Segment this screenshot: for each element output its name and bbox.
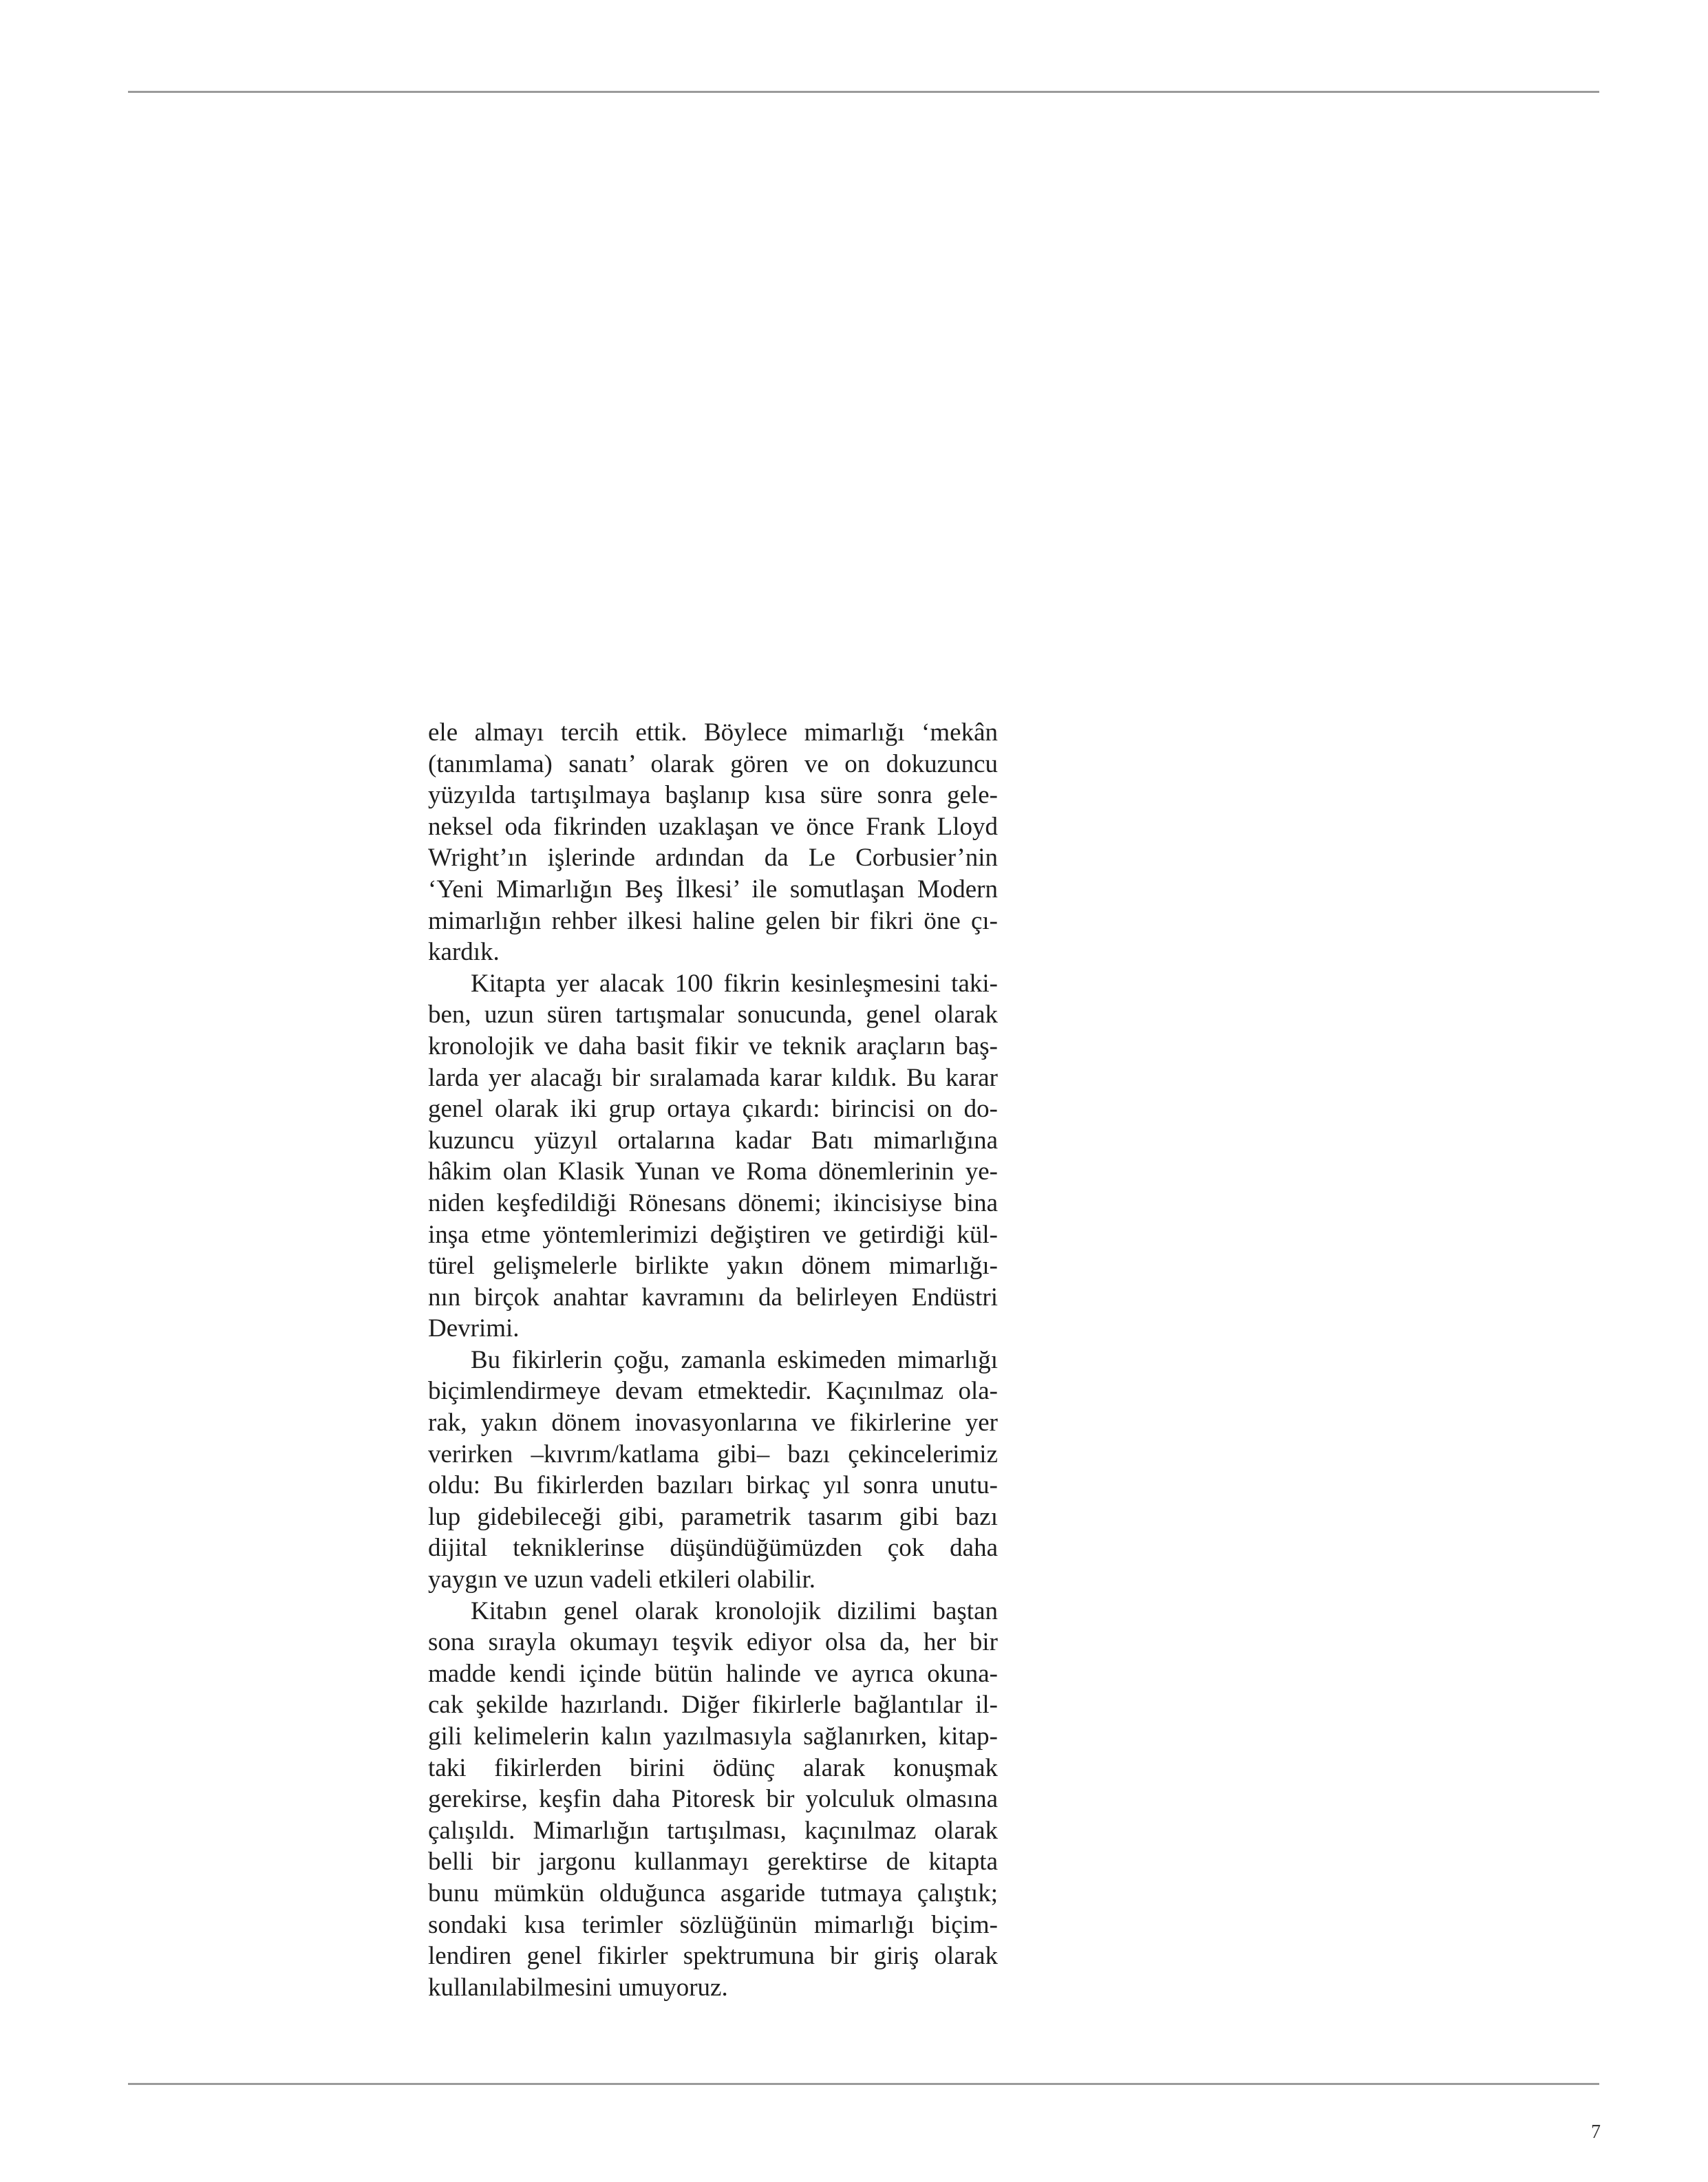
text-line: inşa etme yöntemlerimizi değiştiren ve getirdiği kül- — [428, 1220, 998, 1249]
paragraph — [428, 717, 998, 968]
text-line: mimarlığın rehber ilkesi haline gelen bir fikri öne çı- — [428, 906, 998, 935]
top-rule — [128, 91, 1599, 93]
text-line: gerekirse, keşfin daha Pitoresk bir yolculuk olmasına — [428, 1785, 998, 1814]
text-line: genel olarak iki grup ortaya çıkardı: birincisi on do- — [428, 1095, 998, 1124]
text-line: oldu: Bu fikirlerden bazıları birkaç yıl sonra unutu- — [428, 1471, 998, 1500]
text-line: niden keşfedildiği Rönesans dönemi; ikincisiyse bina — [428, 1188, 998, 1217]
text-line: ‘Yeni Mimarlığın Beş İlkesi’ ile somutlaşan Modern — [428, 875, 998, 903]
text-line: lup gidebileceği gibi, parametrik tasarım gibi bazı — [428, 1502, 998, 1531]
text-line: biçimlendirmeye devam etmektedir. Kaçınılmaz ola- — [428, 1377, 998, 1406]
text-line: dijital tekniklerinse düşündüğümüzden çok daha — [428, 1534, 998, 1563]
text-line: hâkim olan Klasik Yunan ve Roma dönemlerinin ye- — [428, 1157, 998, 1186]
body-text — [428, 717, 998, 2003]
text-line: Wright’ın işlerinde ardından da Le Corbusier’nin — [428, 844, 998, 873]
text-line: nın birçok anahtar kavramını da belirleyen Endüstri — [428, 1283, 998, 1312]
text-line: belli bir jargonu kullanmayı gerektirse de kitapta — [428, 1848, 998, 1876]
bottom-rule — [128, 2083, 1599, 2085]
text-line: larda yer alacağı bir sıralamada karar kıldık. Bu karar — [428, 1063, 998, 1092]
paragraph — [428, 1596, 998, 2004]
text-line: ele almayı tercih ettik. Böylece mimarlığı ‘mekân — [428, 718, 998, 747]
text-line: yaygın ve uzun vadeli etkileri olabilir. — [428, 1565, 816, 1594]
text-line: Kitabın genel olarak kronolojik dizilimi baştan — [471, 1596, 998, 1625]
text-line: sona sırayla okumayı teşvik ediyor olsa da, her bir — [428, 1628, 998, 1657]
text-line: Devrimi. — [428, 1314, 520, 1343]
text-line: kardık. — [428, 938, 500, 967]
text-line: (tanımlama) sanatı’ olarak gören ve on dokuzuncu — [428, 749, 998, 778]
text-line: ben, uzun süren tartışmalar sonucunda, genel olarak — [428, 1001, 998, 1029]
text-line: neksel oda fikrinden uzaklaşan ve önce Frank Lloyd — [428, 812, 998, 841]
text-line: lendiren genel fikirler spektrumuna bir giriş olarak — [428, 1942, 998, 1971]
text-line: cak şekilde hazırlandı. Diğer fikirlerle bağlantılar il- — [428, 1691, 998, 1720]
text-line: Bu fikirlerin çoğu, zamanla eskimeden mimarlığı — [471, 1345, 998, 1374]
text-line: gili kelimelerin kalın yazılmasıyla sağlanırken, kitap- — [428, 1722, 998, 1751]
text-line: türel gelişmelerle birlikte yakın dönem mimarlığı- — [428, 1252, 998, 1281]
text-line: Kitapta yer alacak 100 fikrin kesinleşmesini taki- — [471, 969, 998, 998]
text-line: kuzuncu yüzyıl ortalarına kadar Batı mimarlığına — [428, 1126, 998, 1155]
text-line: kullanılabilmesini umuyoruz. — [428, 1973, 728, 2002]
paragraph — [428, 1345, 998, 1596]
paragraph — [428, 968, 998, 1345]
text-line: sondaki kısa terimler sözlüğünün mimarlığı biçim- — [428, 1910, 998, 1939]
page-number: 7 — [1591, 2121, 1601, 2143]
text-line: kronolojik ve daha basit fikir ve teknik araçların baş- — [428, 1031, 998, 1060]
text-line: bunu mümkün olduğunca asgaride tutmaya çalıştık; — [428, 1879, 998, 1907]
text-line: rak, yakın dönem inovasyonlarına ve fikirlerine yer — [428, 1409, 998, 1437]
text-line: verirken –kıvrım/katlama gibi– bazı çekincelerimiz — [428, 1440, 998, 1468]
text-line: madde kendi içinde bütün halinde ve ayrıca okuna- — [428, 1659, 998, 1688]
text-line: yüzyılda tartışılmaya başlanıp kısa süre sonra gele- — [428, 781, 998, 810]
text-line: taki fikirlerden birini ödünç alarak konuşmak — [428, 1753, 998, 1782]
text-line: çalışıldı. Mimarlığın tartışılması, kaçınılmaz olarak — [428, 1816, 998, 1845]
